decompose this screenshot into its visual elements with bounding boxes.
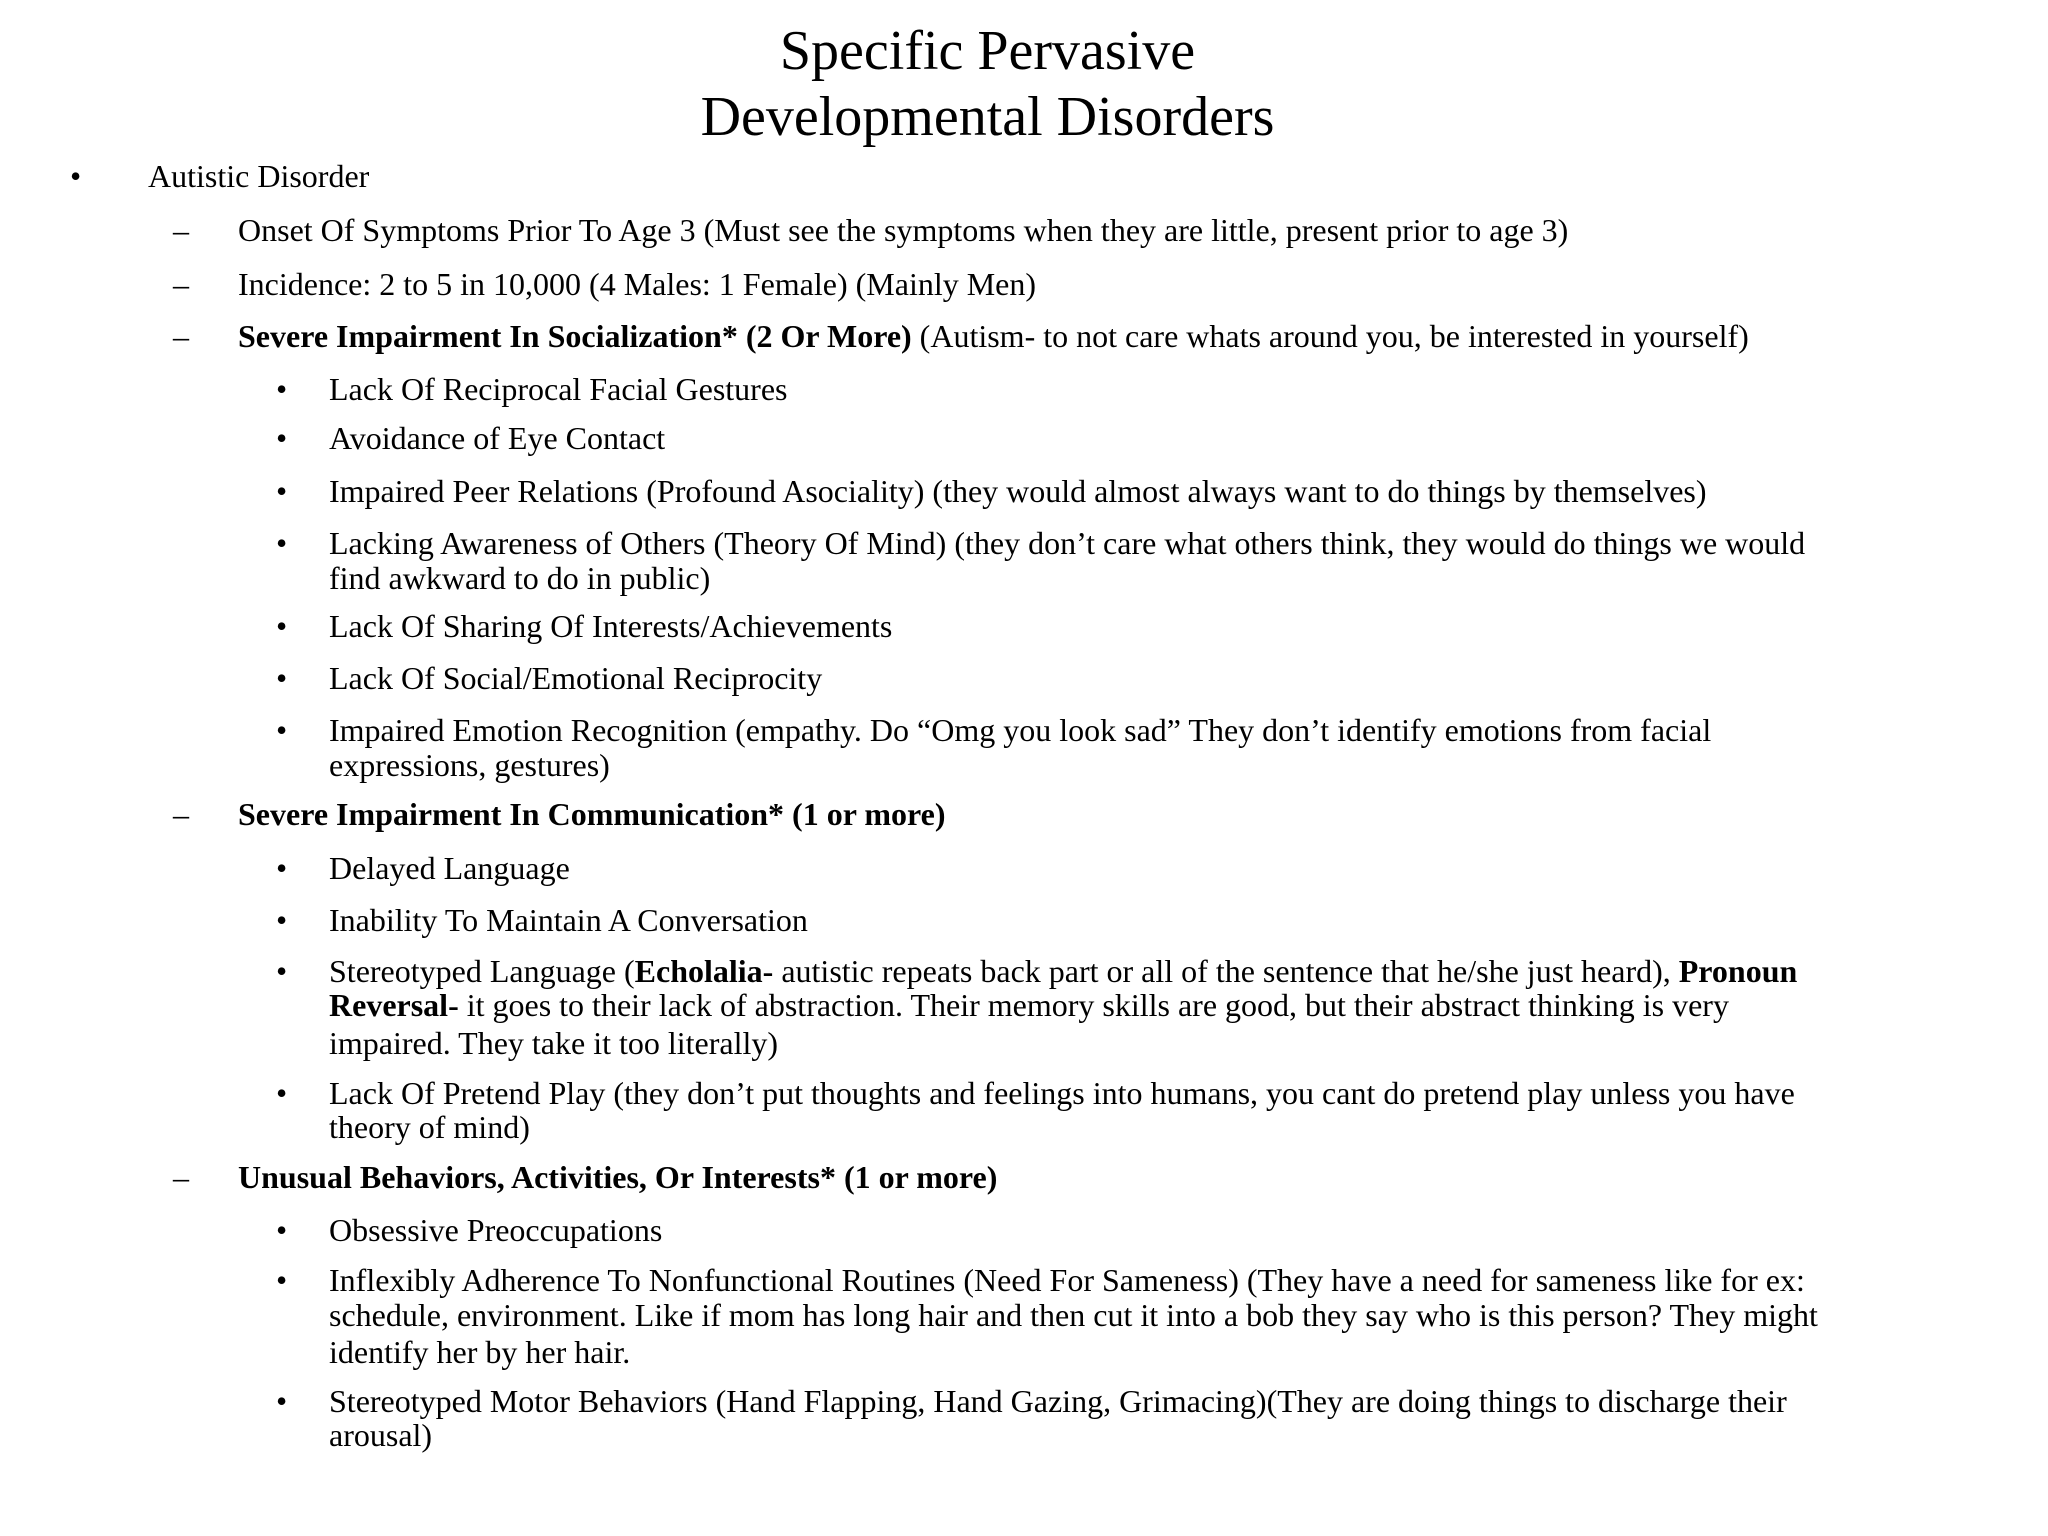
slide-title-line-2: Developmental Disorders — [700, 86, 1275, 148]
list-item-stereotyped-language-line-3: impaired. They take it too literally) — [329, 1025, 779, 1061]
list-item-stereotyped-language-line-2 — [329, 988, 1729, 1022]
list-item-motor-line-1: Stereotyped Motor Behaviors (Hand Flapping, Hand Gazing, Grimacing)(They are doing things to discharge their — [329, 1383, 1787, 1419]
bullet-marker: • — [70, 158, 82, 194]
list-item-conversation: Inability To Maintain A Conversation — [329, 902, 808, 938]
dash-marker: – — [173, 212, 189, 248]
list-item-delayed-language: Delayed Language — [329, 850, 570, 886]
list-item-routines-line-2: schedule, environment. Like if mom has long hair and then cut it into a bob they say who is this person? They might — [329, 1297, 1818, 1333]
outline-behaviors-heading: Unusual Behaviors, Activities, Or Interests* (1 or more) — [238, 1159, 998, 1195]
list-item-routines-line-1: Inflexibly Adherence To Nonfunctional Routines (Need For Sameness) (They have a need for sameness like for ex: — [329, 1262, 1805, 1298]
bullet-marker: • — [276, 608, 288, 644]
list-item-motor-line-2: arousal) — [329, 1417, 433, 1453]
outline-socialization-heading — [238, 319, 1749, 353]
list-item-stereotyped-language-line-1 — [329, 954, 1797, 988]
bullet-marker: • — [276, 473, 288, 509]
bullet-marker: • — [276, 1383, 288, 1419]
socialization-heading-bold: Severe Impairment In Socialization* (2 Or More) — [238, 318, 912, 354]
list-item-reciprocity: Lack Of Social/Emotional Reciprocity — [329, 660, 823, 696]
dash-marker: – — [173, 266, 189, 302]
list-item-emotion-line-2: expressions, gestures) — [329, 747, 610, 783]
stereo-text-a: Stereotyped Language ( — [329, 953, 635, 989]
bullet-marker: • — [276, 371, 288, 407]
list-item-obsessive: Obsessive Preoccupations — [329, 1212, 663, 1248]
pronoun-term: Pronoun — [1678, 953, 1798, 989]
outline-onset: Onset Of Symptoms Prior To Age 3 (Must see the symptoms when they are little, present prior to age 3) — [238, 212, 1569, 248]
bullet-marker: • — [276, 712, 288, 748]
bullet-marker: • — [276, 953, 288, 989]
bullet-marker: • — [276, 1212, 288, 1248]
list-item: Avoidance of Eye Contact — [329, 420, 666, 456]
stereo-text-e: it goes to their lack of abstraction. Their memory skills are good, but their abstract thinking is very — [458, 987, 1729, 1023]
bullet-marker: • — [276, 902, 288, 938]
bullet-marker: • — [276, 850, 288, 886]
list-item-awareness-line-2: find awkward to do in public) — [329, 560, 711, 596]
outline-autistic-disorder: Autistic Disorder — [148, 158, 370, 194]
list-item-routines-line-3: identify her by her hair. — [329, 1334, 631, 1370]
bullet-marker: • — [276, 525, 288, 561]
bullet-marker: • — [276, 420, 288, 456]
list-item-awareness-line-1: Lacking Awareness of Others (Theory Of Mind) (they don’t care what others think, they would do things we would — [329, 525, 1806, 561]
socialization-heading-note: (Autism- to not care whats around you, be interested in yourself) — [911, 318, 1749, 354]
list-item-pretend-play-line-2: theory of mind) — [329, 1109, 530, 1145]
bullet-marker: • — [276, 660, 288, 696]
dash-marker: – — [173, 796, 189, 832]
outline-incidence: Incidence: 2 to 5 in 10,000 (4 Males: 1 Female) (Mainly Men) — [238, 266, 1037, 302]
list-item: Impaired Peer Relations (Profound Asociality) (they would almost always want to do things by themselves) — [329, 473, 1707, 509]
list-item-pretend-play-line-1: Lack Of Pretend Play (they don’t put thoughts and feelings into humans, you cant do pretend play unless you have — [329, 1075, 1795, 1111]
list-item-emotion-line-1: Impaired Emotion Recognition (empathy. Do “Omg you look sad” They don’t identify emotions from facial — [329, 712, 1712, 748]
list-item: Lack Of Reciprocal Facial Gestures — [329, 371, 788, 407]
slide-title-line-1: Specific Pervasive — [779, 20, 1196, 82]
dash-marker: – — [173, 318, 189, 354]
bullet-marker: • — [276, 1262, 288, 1298]
outline-communication-heading: Severe Impairment In Communication* (1 or more) — [238, 796, 946, 832]
bullet-marker: • — [276, 1075, 288, 1111]
echolalia-term: Echolalia- — [634, 953, 774, 989]
reversal-term: Reversal- — [329, 987, 459, 1023]
dash-marker: – — [173, 1159, 189, 1195]
stereo-text-c: autistic repeats back part or all of the sentence that he/she just heard), — [773, 953, 1679, 989]
list-item-sharing: Lack Of Sharing Of Interests/Achievements — [329, 608, 893, 644]
